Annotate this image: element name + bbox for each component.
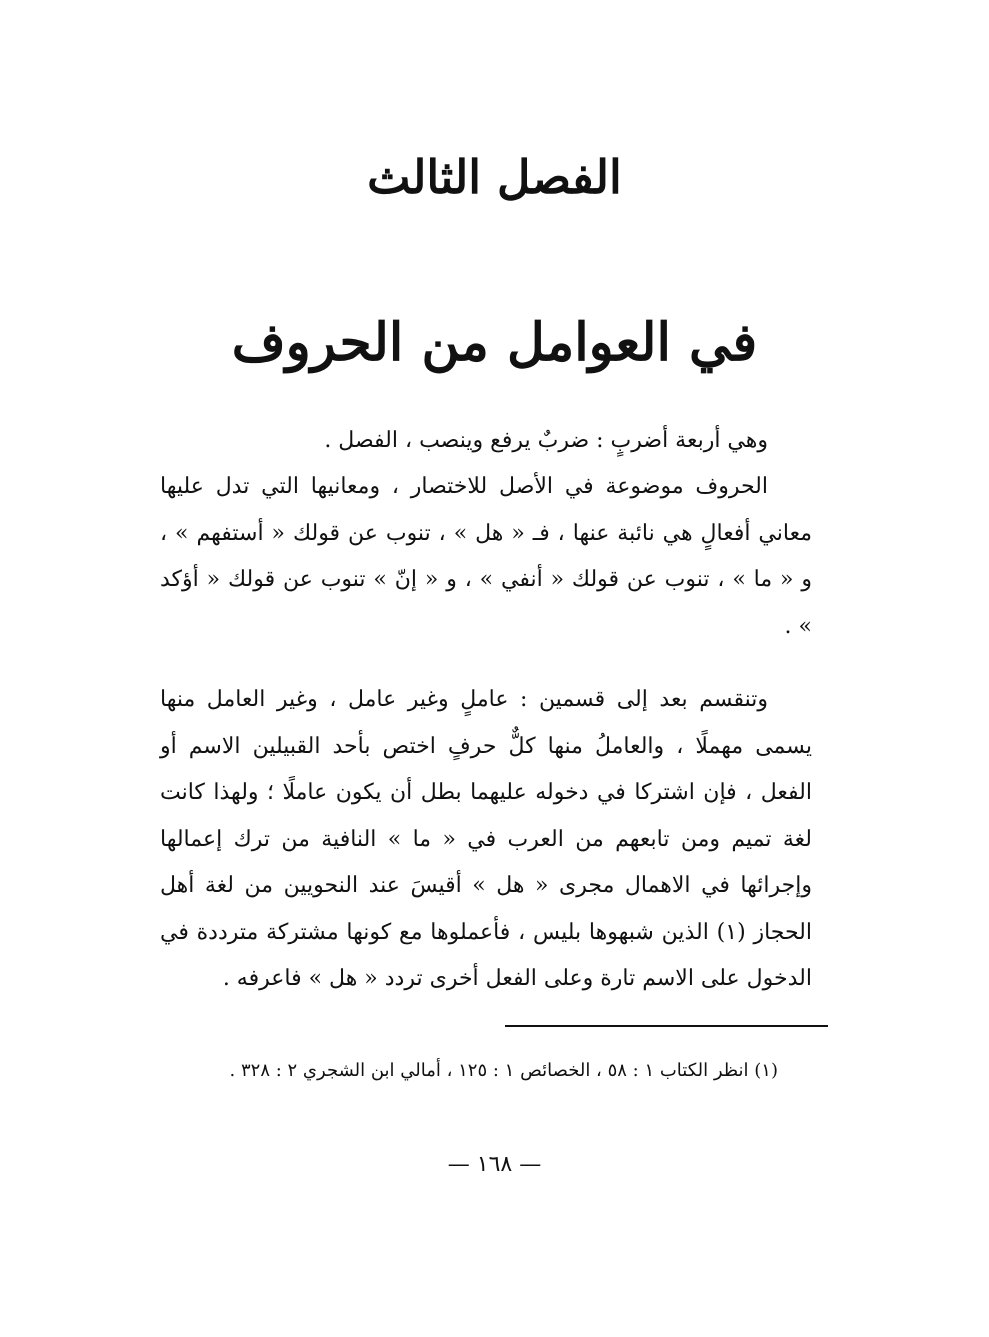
- page-number: — ١٦٨ —: [447, 1152, 542, 1177]
- paragraph-text: وهي أربعة أضربٍ : ضربٌ يرفع وينصب ، الفصل .: [324, 428, 768, 453]
- paragraph-3: [160, 677, 812, 1003]
- footnote: (١) انظر الكتاب ١ : ٥٨ ، الخصائص ١ : ١٢٥ ، أمالي ابن الشجري ٢ : ٣٢٨ .: [229, 1060, 778, 1081]
- paragraph-text: الحروف موضوعة في الأصل للاختصار ، ومعانيها التي تدل عليها معاني أفعالٍ هي نائبة عنها ، فـ « هل » ، تنوب عن قولك « أستفهم » ، و « ما » ، تنوب عن قولك « أنفي » ، و « إنّ » تنوب عن قولك « أؤكد » .: [160, 474, 812, 639]
- paragraph-1: [160, 418, 812, 465]
- chapter-title: في العوامل من الحروف: [231, 312, 758, 373]
- footnote-divider: [505, 1025, 828, 1027]
- chapter-label: الفصل الثالث: [367, 150, 622, 204]
- paragraph-text: وتنقسم بعد إلى قسمين : عاملٍ وغير عامل ، وغير العامل منها يسمى مهملًا ، والعاملُ منها كلٌّ حرفٍ اختص بأحد القبيلين الاسم أو الفعل ، فإن اشتركا في دخوله عليهما بطل أن يكون عاملًا ؛ ولهذا كانت لغة تميم ومن تابعهم من العرب في « ما » النافية من ترك إعمالها وإجرائها في الاهمال مجرى « هل » أقيسَ عند النحويين من لغة أهل الحجاز (١) الذين شبهوها بليس ، فأعملوها مع كونها مشتركة مترددة في الدخول على الاسم تارة وعلى الفعل أخرى تردد « هل » فاعرفه .: [160, 687, 812, 991]
- paragraph-2: [160, 464, 812, 650]
